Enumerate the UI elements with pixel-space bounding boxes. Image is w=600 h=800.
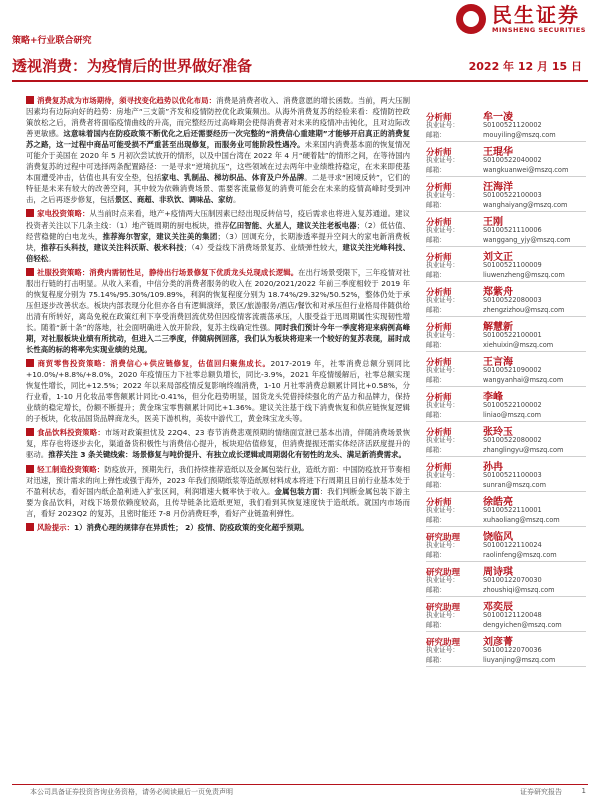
cert-label: 执业证号： bbox=[426, 191, 459, 199]
cert-label: 执业证号： bbox=[426, 541, 459, 549]
email-label: 邮箱： bbox=[426, 585, 446, 594]
email-label: 邮箱： bbox=[426, 375, 446, 384]
analyst-entry bbox=[426, 213, 586, 247]
analyst-name: 王言海 bbox=[483, 357, 513, 368]
bold-text: 家电、乳制品、梯坊织品、体育及户外品牌 bbox=[161, 173, 305, 183]
analyst-role: 分析师 bbox=[426, 323, 452, 333]
email-label: 邮箱： bbox=[426, 550, 446, 559]
analyst-email[interactable]: xiehuixin@mszq.com bbox=[483, 340, 554, 349]
bullet-icon bbox=[26, 523, 34, 531]
analyst-email[interactable]: liuwenzheng@mszq.com bbox=[483, 270, 565, 279]
cert-label: 执业证号： bbox=[426, 646, 459, 654]
paragraph-social-services bbox=[26, 267, 410, 355]
report-title: 透视消费：为疫情后的世界做好准备 bbox=[12, 57, 253, 75]
analyst-role: 研究助理 bbox=[426, 638, 461, 648]
paragraph-retail bbox=[26, 358, 410, 424]
paragraph-risk bbox=[26, 522, 410, 533]
cert-label: 执业证号： bbox=[426, 261, 459, 269]
bullet-icon bbox=[26, 209, 34, 217]
analyst-divider bbox=[426, 176, 586, 177]
analyst-divider bbox=[426, 421, 586, 422]
body-text: 。 bbox=[48, 253, 56, 263]
email-label: 邮箱： bbox=[426, 445, 446, 454]
body-text: 防疫放开，预期先行，我们持续推荐造纸以及金属包装行业，造纸方面：中国防疫放开节奏相对迅速，预计需求的向上弹性或强于海外，2023 年我们预期纸浆等造纸原材料成本将进下行周期且目前行业基本处于不盈利状态，看好国内纸企盈利进入扩张区间，利润增速大概率快于收入。 bbox=[26, 464, 410, 496]
cert-number: S0100522100001 bbox=[483, 331, 542, 339]
analyst-entry bbox=[426, 318, 586, 352]
logo-en-text: MINSHENG SECURITIES bbox=[492, 26, 586, 34]
analyst-name: 孙冉 bbox=[483, 462, 503, 473]
bold-text: 这意味着国内在防疫政策不断优化之后还需要经历一次完整的“消费信心重建期”才能够开启真正的消费复苏之路，这一过程中商品可能受损不严重甚至出现修复，而服务业可能阶段性遇冷。 bbox=[26, 129, 410, 150]
analyst-divider bbox=[426, 386, 586, 387]
lead-text: 家电投资策略： bbox=[37, 209, 90, 219]
body-text: 。二是寻求“困境反转”，它们的特征是未来有较大的改善空间，其中较为依赖消费场景、需要客流量修复的消费可能会在未来的疫情高峰时受到冲击，之后再逐步修复，包括 bbox=[26, 173, 410, 205]
footer-doc-type: 证券研究报告 bbox=[520, 788, 562, 796]
analyst-email[interactable]: zhanglingyu@mszq.com bbox=[483, 445, 564, 454]
cert-label: 执业证号： bbox=[426, 611, 459, 619]
bold-text: 推荐关注 3 条关键线索：场景修复与吨价提升、有独立成长逻辑或周期弱化有韧性的龙头、满足新消费需求。 bbox=[48, 450, 406, 460]
analyst-role: 研究助理 bbox=[426, 568, 461, 578]
analyst-email[interactable]: dengyichen@mszq.com bbox=[483, 620, 562, 629]
analyst-entry bbox=[426, 423, 586, 457]
bold-text: 建议关注光峰科技、倍轻松 bbox=[26, 242, 410, 263]
logo-cn-text: 民生证券 bbox=[492, 3, 580, 27]
analyst-role: 分析师 bbox=[426, 253, 452, 263]
analyst-divider bbox=[426, 526, 586, 527]
bullet-icon bbox=[26, 359, 34, 367]
bold-text: 同时我们预计今年一季度将迎来病例高峰期，对社服板块业绩有所扰动，但进入二三季度，伴随病例回落，我们认为板块将迎来一个较好的复苏表现，届时成长性高的标的将率先实现业绩的兑现。 bbox=[26, 322, 410, 355]
email-label: 邮箱： bbox=[426, 130, 446, 139]
email-label: 邮箱： bbox=[426, 305, 446, 314]
analyst-role: 分析师 bbox=[426, 288, 452, 298]
analyst-entry bbox=[426, 353, 586, 387]
report-header bbox=[0, 0, 600, 80]
header-divider bbox=[12, 80, 588, 82]
cert-number: S0100522110001 bbox=[483, 506, 542, 514]
email-label: 邮箱： bbox=[426, 655, 446, 664]
analyst-role: 分析师 bbox=[426, 393, 452, 403]
footer-disclaimer: 本公司具备证券投资咨询业务资格，请务必阅读最后一页免责声明 bbox=[30, 788, 233, 796]
analyst-email[interactable]: mouyiling@mszq.com bbox=[483, 130, 556, 139]
analyst-name: 刘文正 bbox=[483, 252, 513, 263]
analyst-name: 邓奕辰 bbox=[483, 602, 513, 613]
cert-number: S0100522100003 bbox=[483, 191, 542, 199]
email-label: 邮箱： bbox=[426, 340, 446, 349]
company-logo bbox=[456, 4, 586, 34]
analyst-role: 研究助理 bbox=[426, 603, 461, 613]
body-text: 从当前时点来看，地产+疫情两大压制因素已经出现反转信号，疫后需求也将进入复苏通道。建议投资者关注以下几条主线：（1）地产链周期的厨电板块，推荐 bbox=[26, 209, 410, 230]
bullet-icon bbox=[26, 96, 34, 104]
cert-number: S0100522040002 bbox=[483, 156, 542, 164]
footer-divider bbox=[12, 784, 588, 785]
analyst-entry bbox=[426, 633, 586, 667]
lead-text: 风险提示： bbox=[37, 522, 74, 532]
analyst-role: 分析师 bbox=[426, 358, 452, 368]
cert-label: 执业证号： bbox=[426, 576, 459, 584]
analyst-email[interactable]: wanggang_yjy@mszq.com bbox=[483, 235, 571, 244]
bullet-icon bbox=[26, 268, 34, 276]
analyst-name: 徐皓亮 bbox=[483, 497, 513, 508]
body-text: 市场对政策担忧及 22Q4、23 春节消费悲观预期的情绪面宣泄已基本出清，伴随消费场景恢复，库存也将逐步去化，渠道备货积极性与消费信心提升，板块迎估值修复，但消费提振还需实体经济活跃度提升的驱动。 bbox=[26, 428, 410, 460]
cert-number: S0100122070036 bbox=[483, 646, 542, 654]
paragraph-appliances bbox=[26, 208, 410, 263]
bold-text: 1）消费心理的规律存在异质性； 2）疫情、防疫政策的变化超乎预期。 bbox=[73, 522, 309, 532]
analyst-divider bbox=[426, 456, 586, 457]
cert-label: 执业证号： bbox=[426, 471, 459, 479]
cert-number: S0100121120048 bbox=[483, 611, 542, 619]
cert-number: S0100521110006 bbox=[483, 226, 542, 234]
bold-text: 景区、商超、非玖饮、调味品、家纺 bbox=[114, 195, 233, 205]
lead-text: 消费复苏成为市场期待，须寻找变化趋势以优化布局： bbox=[37, 96, 217, 105]
analyst-divider bbox=[426, 596, 586, 597]
analyst-role: 分析师 bbox=[426, 498, 452, 508]
cert-number: S0100521100003 bbox=[483, 471, 542, 479]
body-text: ；（2）低估值、经营稳健的白电龙头， bbox=[26, 220, 410, 241]
cert-label: 执业证号： bbox=[426, 156, 459, 164]
analyst-email[interactable]: zhoushiqi@mszq.com bbox=[483, 585, 555, 594]
analyst-divider bbox=[426, 246, 586, 247]
lead-text: 商贸零售投资策略：消费信心+供应链修复，估值回归聚焦成长。 bbox=[37, 359, 271, 369]
analyst-divider bbox=[426, 351, 586, 352]
bold-text: 亿田智能、火星人，建议关注老板电器 bbox=[229, 220, 357, 230]
analyst-email[interactable]: wanghaiyang@mszq.com bbox=[483, 200, 568, 209]
analyst-divider bbox=[426, 491, 586, 492]
analyst-name: 李峰 bbox=[483, 392, 503, 403]
cert-label: 执业证号： bbox=[426, 296, 459, 304]
analyst-name: 王琨华 bbox=[483, 147, 513, 158]
analyst-email[interactable]: raolinfeng@mszq.com bbox=[483, 550, 557, 559]
body-text: 消费是消费者收入、消费意愿的增长函数。当前，两大压制因素均有边际向好的趋势：房地产“三支箭”齐发和疫情防控优化政策频出。从海外消费复苏的经验来看：疫情防控政策放松之后，消费者将面临疫情曲线的升高，而完整经历过高峰期会使得消费者对未来的疫情冲击钝化，且对边际改善更敏感。 bbox=[26, 96, 410, 139]
cert-label: 执业证号： bbox=[426, 121, 459, 129]
analyst-entry bbox=[426, 493, 586, 527]
bullet-icon bbox=[26, 465, 34, 473]
analyst-name: 郑紫舟 bbox=[483, 287, 513, 298]
cert-number: S0100521100009 bbox=[483, 261, 542, 269]
cert-number: S0100522100002 bbox=[483, 401, 542, 409]
analyst-role: 分析师 bbox=[426, 218, 452, 228]
analyst-entry bbox=[426, 598, 586, 632]
cert-number: S0100122110024 bbox=[483, 541, 542, 549]
body-text: ；（4）受益线下消费场景复苏、业绩弹性较大， bbox=[183, 242, 343, 252]
analyst-entry bbox=[426, 108, 586, 142]
cert-number: S0100522080003 bbox=[483, 296, 542, 304]
cert-number: S0100522080002 bbox=[483, 436, 542, 444]
analyst-divider bbox=[426, 561, 586, 562]
report-date: 2022 年 12 月 15 日 bbox=[468, 60, 582, 73]
email-label: 邮箱： bbox=[426, 620, 446, 629]
analyst-email[interactable]: wangkuanwei@mszq.com bbox=[483, 165, 569, 174]
email-label: 邮箱： bbox=[426, 410, 446, 419]
analyst-name: 饶临风 bbox=[483, 532, 513, 543]
body-text: 在出行场景受限下，三年疫情对社服出行链的打击明显。从收入来看，中信分类的消费者服务的收入在 2020/2021/2022 年前三季度相较于 2019 年的恢复程度分别为 75.14%/95.30%/109.89%，利润的恢复程度分别为 18.74%/29.32%/50.52%，整体仍处于承压但逐步改善状态。板块内部表现分化但亦各自有逻辑演绎，景区/旅游服务/酒店/餐饮和对承压但行业格局伴随供给出清有所转好，离岛免税在政策红利下享受消费回流优势但因疫情客流震荡承压，人服受益于迅周期属性实现韧性增长。随着“新十条”的落地，社会面明确进入放开阶段，复苏主线确定性强。 bbox=[26, 267, 410, 332]
analyst-name: 汪海洋 bbox=[483, 182, 513, 193]
body-text: 2017-2019 年，社零消费总额分别同比+10.0%/+8.8%/+8.0%，2020 年疫情压力下社零总额负增长，同比-3.9%，2021 年疫情缓解后，社零总额实现恢复性增长，同比+12.5%；2022 年以来局部疫情反复影响终端消费，1-10 月社零消费总额累计同比+0.58%，分行业看，1-10 月化妆品零售额累计同比-0.41%，但分化趋势明显，国货龙头凭借持续强化的产品力和品牌力，保持业绩的稳定增长，份额不断提升；黄金珠宝零售额累计同比+1.36%。建议关注基于线下消费恢复和供应链恢复逻辑的子板块，化妆品国货品牌商龙头，医美下游机构，美妆中游代工，黄金珠宝龙头等。 bbox=[26, 359, 410, 424]
analyst-name: 解慧新 bbox=[483, 322, 513, 333]
analyst-email[interactable]: xuhaoliang@mszq.com bbox=[483, 515, 560, 524]
logo-icon bbox=[456, 4, 486, 34]
analyst-role: 分析师 bbox=[426, 463, 452, 473]
email-label: 邮箱： bbox=[426, 270, 446, 279]
analyst-role: 分析师 bbox=[426, 148, 452, 158]
lead-text: 食品饮料投资策略： bbox=[37, 428, 105, 438]
analyst-name: 刘彦菁 bbox=[483, 637, 513, 648]
analyst-divider bbox=[426, 631, 586, 632]
bullet-icon bbox=[26, 428, 34, 436]
email-label: 邮箱： bbox=[426, 480, 446, 489]
analyst-name: 张玲玉 bbox=[483, 427, 513, 438]
analyst-entry bbox=[426, 178, 586, 212]
body-text: 未来国内消费基本面的恢复情况可能介于美国在 2020 年 5 月初次尝试放开的情形，以及中国台湾在 2022 年 4 月“硬着陆”的情形之间，在等待国内消费复苏的过程中可选择两条配置路径：一是寻求“逆境抗压”，这些领域在过去两年中业绩维持稳定，在未来即使基本面遭受冲击，估值也具有安全垫，包括 bbox=[26, 140, 410, 183]
body-text: ；（3）回调充分，长期渗透率提升空间大的家电新消费板块， bbox=[26, 231, 410, 252]
cert-number: S0100521090002 bbox=[483, 366, 542, 374]
analyst-email[interactable]: wangyanhai@mszq.com bbox=[483, 375, 564, 384]
analyst-divider bbox=[426, 141, 586, 142]
analyst-name: 牟一凌 bbox=[483, 112, 513, 123]
cert-label: 执业证号： bbox=[426, 401, 459, 409]
analyst-divider bbox=[426, 316, 586, 317]
analyst-divider bbox=[426, 211, 586, 212]
analyst-sidebar bbox=[426, 108, 586, 668]
cert-number: S0100122070030 bbox=[483, 576, 542, 584]
cert-label: 执业证号： bbox=[426, 506, 459, 514]
bold-text: 推荐石头科技，建议关注科沃斯、极米科技 bbox=[41, 242, 184, 252]
email-label: 邮箱： bbox=[426, 235, 446, 244]
bold-text: 金属包装方面 bbox=[274, 486, 320, 496]
report-category: 策略+行业联合研究 bbox=[12, 36, 92, 46]
analyst-email[interactable]: liniao@mszq.com bbox=[483, 410, 542, 419]
paragraph-consumption bbox=[26, 95, 410, 205]
analyst-entry bbox=[426, 248, 586, 282]
analyst-role: 分析师 bbox=[426, 183, 452, 193]
email-label: 邮箱： bbox=[426, 165, 446, 174]
lead-text: 轻工制造投资策略： bbox=[37, 464, 105, 474]
analyst-divider bbox=[426, 666, 586, 667]
analyst-entry bbox=[426, 143, 586, 177]
body-text: ：我们判断金属包装下游主要为食品饮料，对线下场景依赖度较高，且传导链条比造纸更短，我们看到其恢复速度快于造纸纸。就国内市场而言，看好 2023Q2 的复苏，且密时能还 7-8 月份消费旺季，看好产业链盈利弹性。 bbox=[26, 486, 410, 518]
cert-label: 执业证号： bbox=[426, 226, 459, 234]
lead-text: 社服投资策略：消费内需韧性足，静待出行场景修复下优质龙头兑现成长逻辑。 bbox=[37, 267, 299, 277]
analyst-role: 研究助理 bbox=[426, 533, 461, 543]
cert-number: S0100521120002 bbox=[483, 121, 542, 129]
analyst-entry bbox=[426, 283, 586, 317]
analyst-email[interactable]: sunran@mszq.com bbox=[483, 480, 547, 489]
analyst-email[interactable]: zhengzizhou@mszq.com bbox=[483, 305, 565, 314]
bold-text: 推荐海尔智家，建议关注美的集团 bbox=[102, 231, 218, 241]
paragraph-light-industry bbox=[26, 464, 410, 519]
analyst-entry bbox=[426, 563, 586, 597]
analyst-entry bbox=[426, 458, 586, 492]
analyst-role: 分析师 bbox=[426, 113, 452, 123]
analyst-name: 周诗琪 bbox=[483, 567, 513, 578]
email-label: 邮箱： bbox=[426, 200, 446, 209]
analyst-email[interactable]: liuyanjing@mszq.com bbox=[483, 655, 556, 664]
analyst-role: 分析师 bbox=[426, 428, 452, 438]
cert-label: 执业证号： bbox=[426, 436, 459, 444]
report-body bbox=[26, 95, 410, 785]
cert-label: 执业证号： bbox=[426, 331, 459, 339]
page-number: 1 bbox=[581, 787, 586, 795]
paragraph-food-beverage bbox=[26, 427, 410, 460]
analyst-name: 王刚 bbox=[483, 217, 503, 228]
analyst-divider bbox=[426, 281, 586, 282]
analyst-entry bbox=[426, 528, 586, 562]
email-label: 邮箱： bbox=[426, 515, 446, 524]
analyst-entry bbox=[426, 388, 586, 422]
cert-label: 执业证号： bbox=[426, 366, 459, 374]
body-text: 。 bbox=[232, 195, 241, 205]
